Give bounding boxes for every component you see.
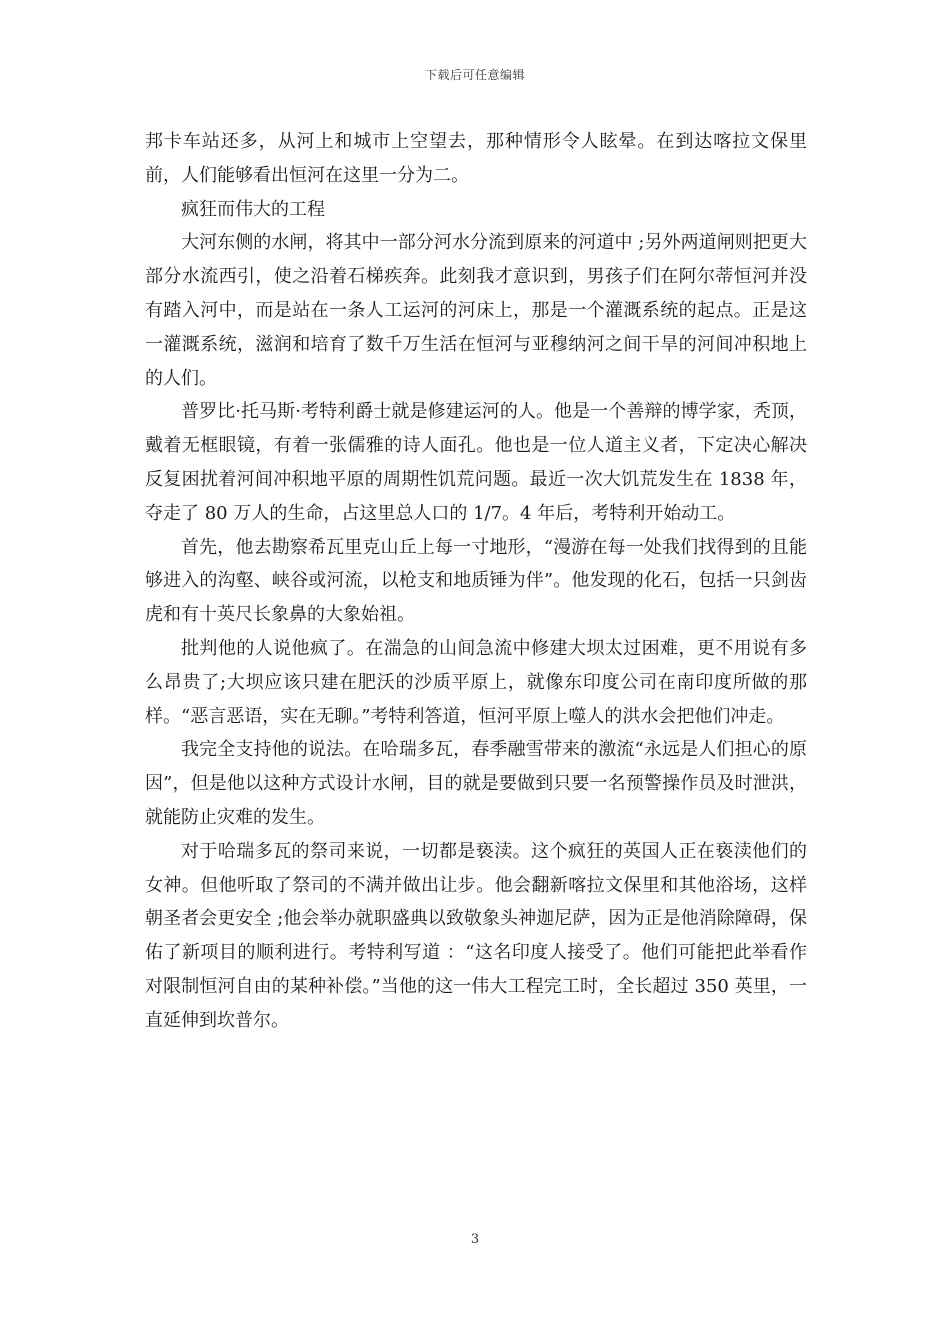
paragraph: 普罗比·托马斯·考特利爵士就是修建运河的人。他是一个善辩的博学家，秃顶，戴着无框眼镜，有着一张儒雅的诗人面孔。他也是一位人道主义者，下定决心解决反复困扰着河间冲积地平原的周期性饥荒问题。最近一次大饥荒发生在 1838 年，夺走了 80 万人的生命，占这里总人口的 1/7。4 年后，考特利开始动工。: [145, 401, 807, 524]
page-number: 3: [470, 1232, 480, 1247]
section-heading: 疯狂而伟大的工程: [181, 198, 325, 220]
paragraph: 大河东侧的水闸，将其中一部分河水分流到原来的河道中 ;另外两道闸则把更大部分水流西引，使之沿着石梯疾奔。此刻我才意识到，男孩子们在阿尔蒂恒河并没有踏入河中，而是站在一条人工运河的河床上，那是一个灌溉系统的起点。正是这一灌溉系统，滋润和培育了数千万生活在恒河与亚穆纳河之间干旱的河间冲积地上的人们。: [145, 232, 807, 389]
paragraph-continuation: 邦卡车站还多，从河上和城市上空望去，那种情形令人眩晕。在到达喀拉文保里前，人们能够看出恒河在这里一分为二。: [145, 131, 807, 186]
paragraph: 批判他的人说他疯了。在湍急的山间急流中修建大坝太过困难，更不用说有多么昂贵了;大坝应该只建在肥沃的沙质平原上，就像东印度公司在南印度所做的那样。“恶言恶语，实在无聊。”考特利答道，恒河平原上噬人的洪水会把他们冲走。: [145, 637, 807, 727]
paragraph: 对于哈瑞多瓦的祭司来说，一切都是亵渎。这个疯狂的英国人正在亵渎他们的女神。但他听取了祭司的不满并做出让步。他会翻新喀拉文保里和其他浴场，这样朝圣者会更安全 ;他会举办就职盛典以致敬象头神迦尼萨，因为正是他消除障碍，保佑了新项目的顺利进行。考特利写道 ：“这名印度人接受了。他们可能把此举看作对限制恒河自由的某种补偿。”当他的这一伟大工程完工时，全长超过 350 英里，一直延伸到坎普尔。: [145, 840, 807, 1031]
page-header: 下载后可任意编辑: [424, 68, 525, 82]
paragraph: 我完全支持他的说法。在哈瑞多瓦，春季融雪带来的激流“永远是人们担心的原因”，但是他以这种方式设计水闸，目的就是要做到只要一名预警操作员及时泄洪，就能防止灾难的发生。: [145, 739, 807, 828]
paragraph: 首先，他去勘察希瓦里克山丘上每一寸地形，“漫游在每一处我们找得到的且能够进入的沟壑、峡谷或河流，以枪支和地质锤为伴”。他发现的化石，包括一只剑齿虎和有十英尺长象鼻的大象始祖。: [145, 536, 807, 626]
document-body: [145, 125, 807, 1038]
